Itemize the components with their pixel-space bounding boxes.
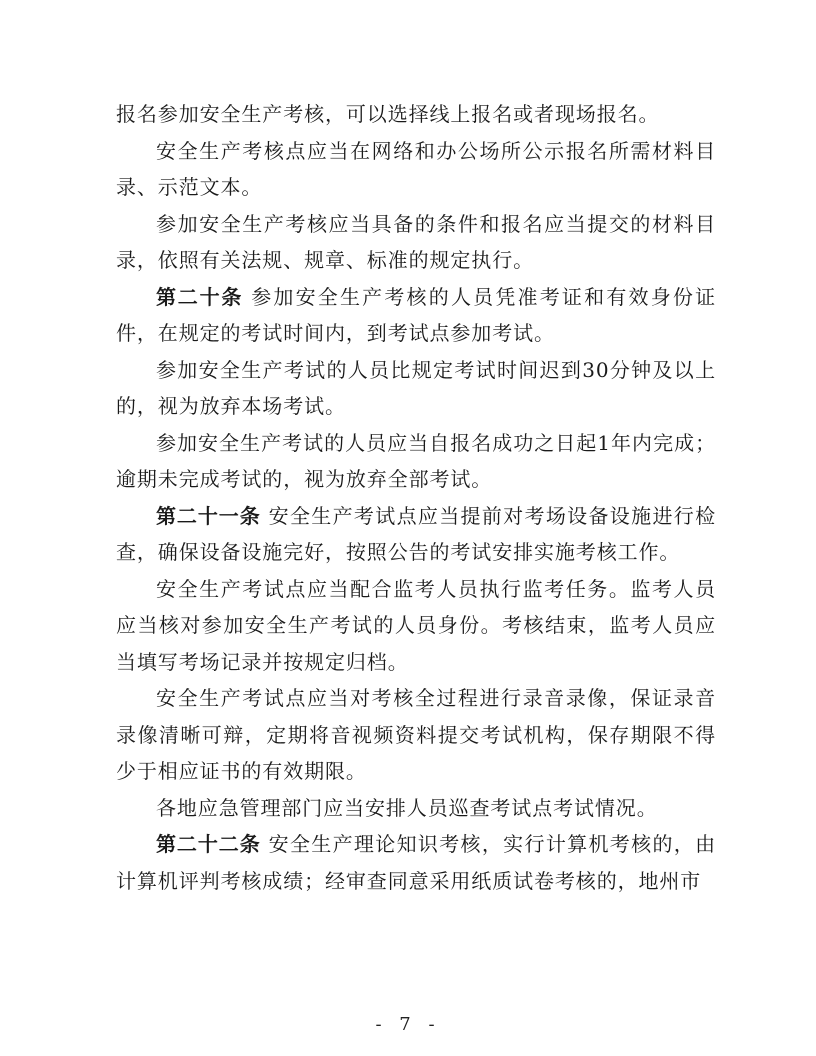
paragraph-text: 安全生产考试点应当对考核全过程进行录音录像，保证录音录像清晰可辩，定期将音视频资料提交考试机构，保存期限不得少于相应证书的有效期限。 [116,686,716,783]
article-number: 第二十二条 [156,832,261,856]
article-number: 第二十条 [156,284,244,309]
paragraph-text: 安全生产考试点应当配合监考人员执行监考任务。监考人员应当核对参加安全生产考试的人员身份。考核结束，监考人员应当填写考场记录并按规定归档。 [116,576,716,674]
paragraph-5 [116,352,716,425]
paragraph-text: 参加安全生产考试的人员应当自报名成功之日起1年内完成；逾期未完成考试的，视为放弃全部考试。 [116,430,716,491]
paragraph-text: 参加安全生产考核的人员凭准考证和有效身份证件，在规定的考试时间内，到考试点参加考试。 [116,284,716,345]
paragraph-6 [116,425,716,498]
paragraph-text: 安全生产理论知识考核，实行计算机考核的，由计算机评判考核成绩；经审查同意采用纸质试卷考核的，地州市 [116,832,716,893]
paragraph-3 [116,206,716,279]
paragraph-text: 安全生产考试点应当提前对考场设备设施进行检查，确保设备设施完好，按照公告的考试安排实施考核工作。 [116,503,716,564]
paragraph-10 [116,790,716,827]
paragraph-text: 参加安全生产考核应当具备的条件和报名应当提交的材料目录，依照有关法规、规章、标准的规定执行。 [116,211,716,272]
paragraph-text: 报名参加安全生产考核，可以选择线上报名或者现场报名。 [116,102,660,126]
paragraph-text: 各地应急管理部门应当安排人员巡查考试点考试情况。 [156,795,658,820]
paragraph-8 [116,571,716,681]
article-21-paragraph [116,498,716,571]
document-body [116,96,716,899]
paragraph-9 [116,680,716,790]
paragraph-text: 安全生产考核点应当在网络和办公场所公示报名所需材料目录、示范文本。 [116,138,716,199]
paragraph-1 [116,96,716,133]
article-20-paragraph [116,279,716,352]
page-number: - 7 - [375,1014,441,1035]
paragraph-2 [116,133,716,206]
paragraph-text: 参加安全生产考试的人员比规定考试时间迟到30分钟及以上的，视为放弃本场考试。 [116,357,716,418]
article-22-paragraph [116,826,716,899]
article-number: 第二十一条 [156,503,261,528]
